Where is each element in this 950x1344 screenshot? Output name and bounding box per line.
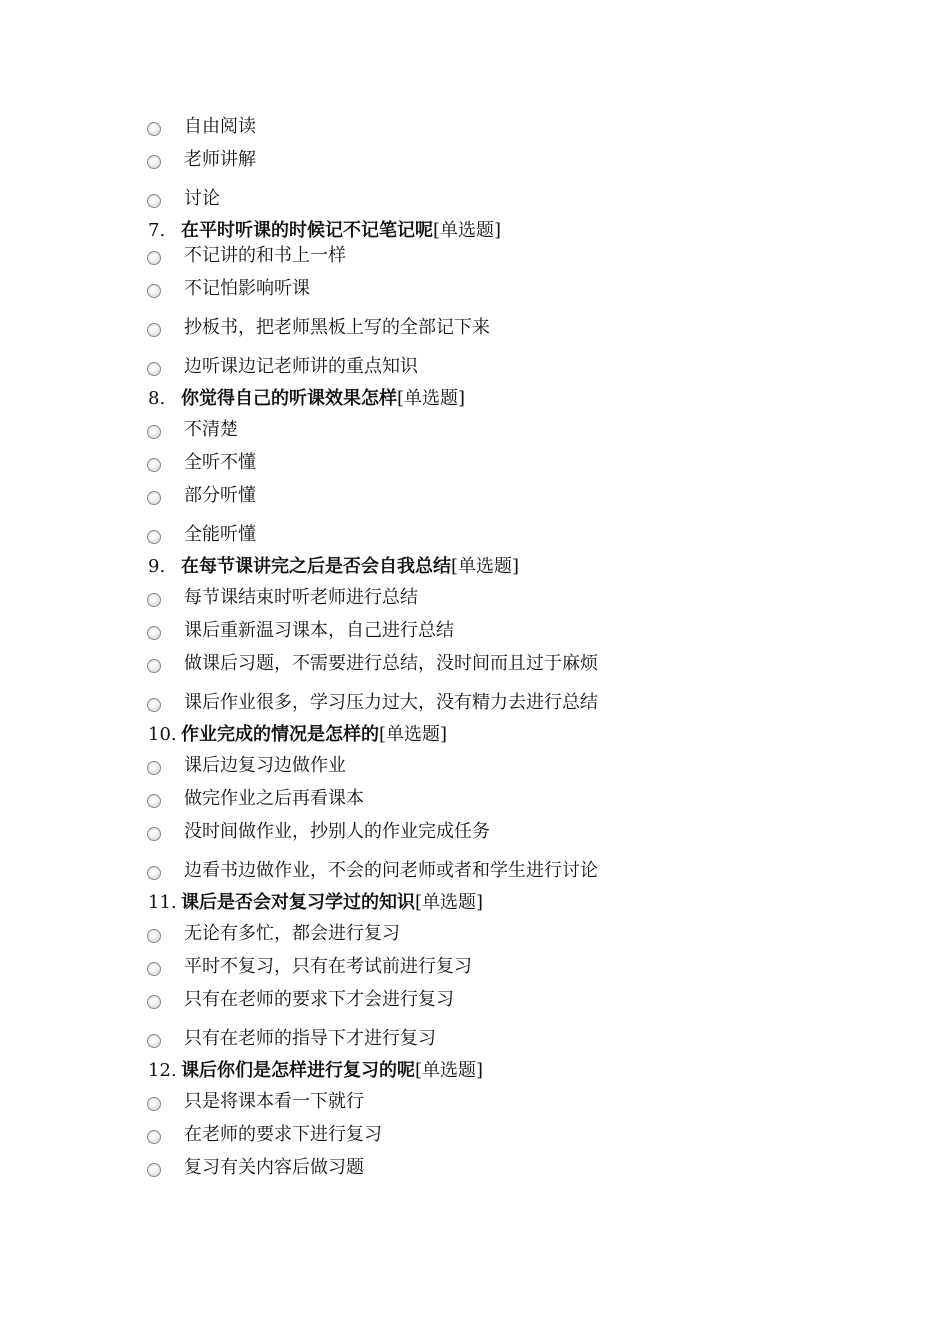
radio-button[interactable] [147, 1097, 161, 1111]
radio-button[interactable] [147, 761, 161, 775]
radio-button[interactable] [147, 530, 161, 544]
question-text: 在每节课讲完之后是否会自我总结 [181, 556, 451, 577]
question-type: [单选题] [415, 1060, 484, 1081]
option-label: 部分听懂 [184, 485, 256, 506]
question-type: [单选题] [415, 892, 484, 913]
question-number: 11. [148, 892, 177, 913]
radio-button[interactable] [147, 626, 161, 640]
option-label: 边听课边记老师讲的重点知识 [184, 356, 418, 377]
radio-button[interactable] [147, 425, 161, 439]
question-text: 在平时听课的时候记不记笔记呢 [181, 220, 433, 241]
option-label: 全听不懂 [184, 452, 256, 473]
option-label: 做课后习题，不需要进行总结，没时间而且过于麻烦 [184, 653, 598, 674]
radio-button[interactable] [147, 929, 161, 943]
question-text: 你觉得自己的听课效果怎样 [181, 388, 397, 409]
radio-button[interactable] [147, 323, 161, 337]
radio-button[interactable] [147, 1130, 161, 1144]
option-label: 复习有关内容后做习题 [184, 1157, 364, 1178]
option-label: 边看书边做作业，不会的问老师或者和学生进行讨论 [184, 860, 598, 881]
option-label: 只有在老师的要求下才会进行复习 [184, 989, 454, 1010]
option-label: 在老师的要求下进行复习 [184, 1124, 382, 1145]
option-label: 自由阅读 [184, 116, 256, 137]
option-label: 不记怕影响听课 [184, 278, 310, 299]
radio-button[interactable] [147, 698, 161, 712]
radio-button[interactable] [147, 995, 161, 1009]
option-label: 课后作业很多，学习压力过大，没有精力去进行总结 [184, 692, 598, 713]
option-label: 只是将课本看一下就行 [184, 1091, 364, 1112]
radio-button[interactable] [147, 794, 161, 808]
radio-button[interactable] [147, 962, 161, 976]
option-label: 不清楚 [184, 419, 238, 440]
radio-button[interactable] [147, 194, 161, 208]
radio-button[interactable] [147, 458, 161, 472]
question-number: 7. [148, 220, 166, 241]
option-label: 平时不复习，只有在考试前进行复习 [184, 956, 472, 977]
radio-button[interactable] [147, 866, 161, 880]
option-label: 课后重新温习课本，自己进行总结 [184, 620, 454, 641]
radio-button[interactable] [147, 659, 161, 673]
question-text: 课后你们是怎样进行复习的呢 [181, 1060, 415, 1081]
question-number: 10. [148, 724, 177, 745]
question-number: 12. [148, 1060, 177, 1081]
question-type: [单选题] [451, 556, 520, 577]
radio-button[interactable] [147, 593, 161, 607]
radio-button[interactable] [147, 155, 161, 169]
option-label: 抄板书，把老师黑板上写的全部记下来 [184, 317, 490, 338]
radio-button[interactable] [147, 1163, 161, 1177]
option-label: 老师讲解 [184, 149, 256, 170]
option-label: 全能听懂 [184, 524, 256, 545]
question-type: [单选题] [397, 388, 466, 409]
option-label: 无论有多忙，都会进行复习 [184, 923, 400, 944]
question-type: [单选题] [433, 220, 502, 241]
question-number: 9. [148, 556, 166, 577]
option-label: 只有在老师的指导下才进行复习 [184, 1028, 436, 1049]
radio-button[interactable] [147, 122, 161, 136]
option-label: 讨论 [184, 188, 220, 209]
question-type: [单选题] [379, 724, 448, 745]
option-label: 没时间做作业，抄别人的作业完成任务 [184, 821, 490, 842]
question-text: 作业完成的情况是怎样的 [181, 724, 379, 745]
option-label: 做完作业之后再看课本 [184, 788, 364, 809]
radio-button[interactable] [147, 1034, 161, 1048]
question-number: 8. [148, 388, 166, 409]
radio-button[interactable] [147, 362, 161, 376]
radio-button[interactable] [147, 251, 161, 265]
option-label: 不记讲的和书上一样 [184, 245, 346, 266]
option-label: 课后边复习边做作业 [184, 755, 346, 776]
question-text: 课后是否会对复习学过的知识 [181, 892, 415, 913]
radio-button[interactable] [147, 284, 161, 298]
radio-button[interactable] [147, 827, 161, 841]
radio-button[interactable] [147, 491, 161, 505]
option-label: 每节课结束时听老师进行总结 [184, 587, 418, 608]
